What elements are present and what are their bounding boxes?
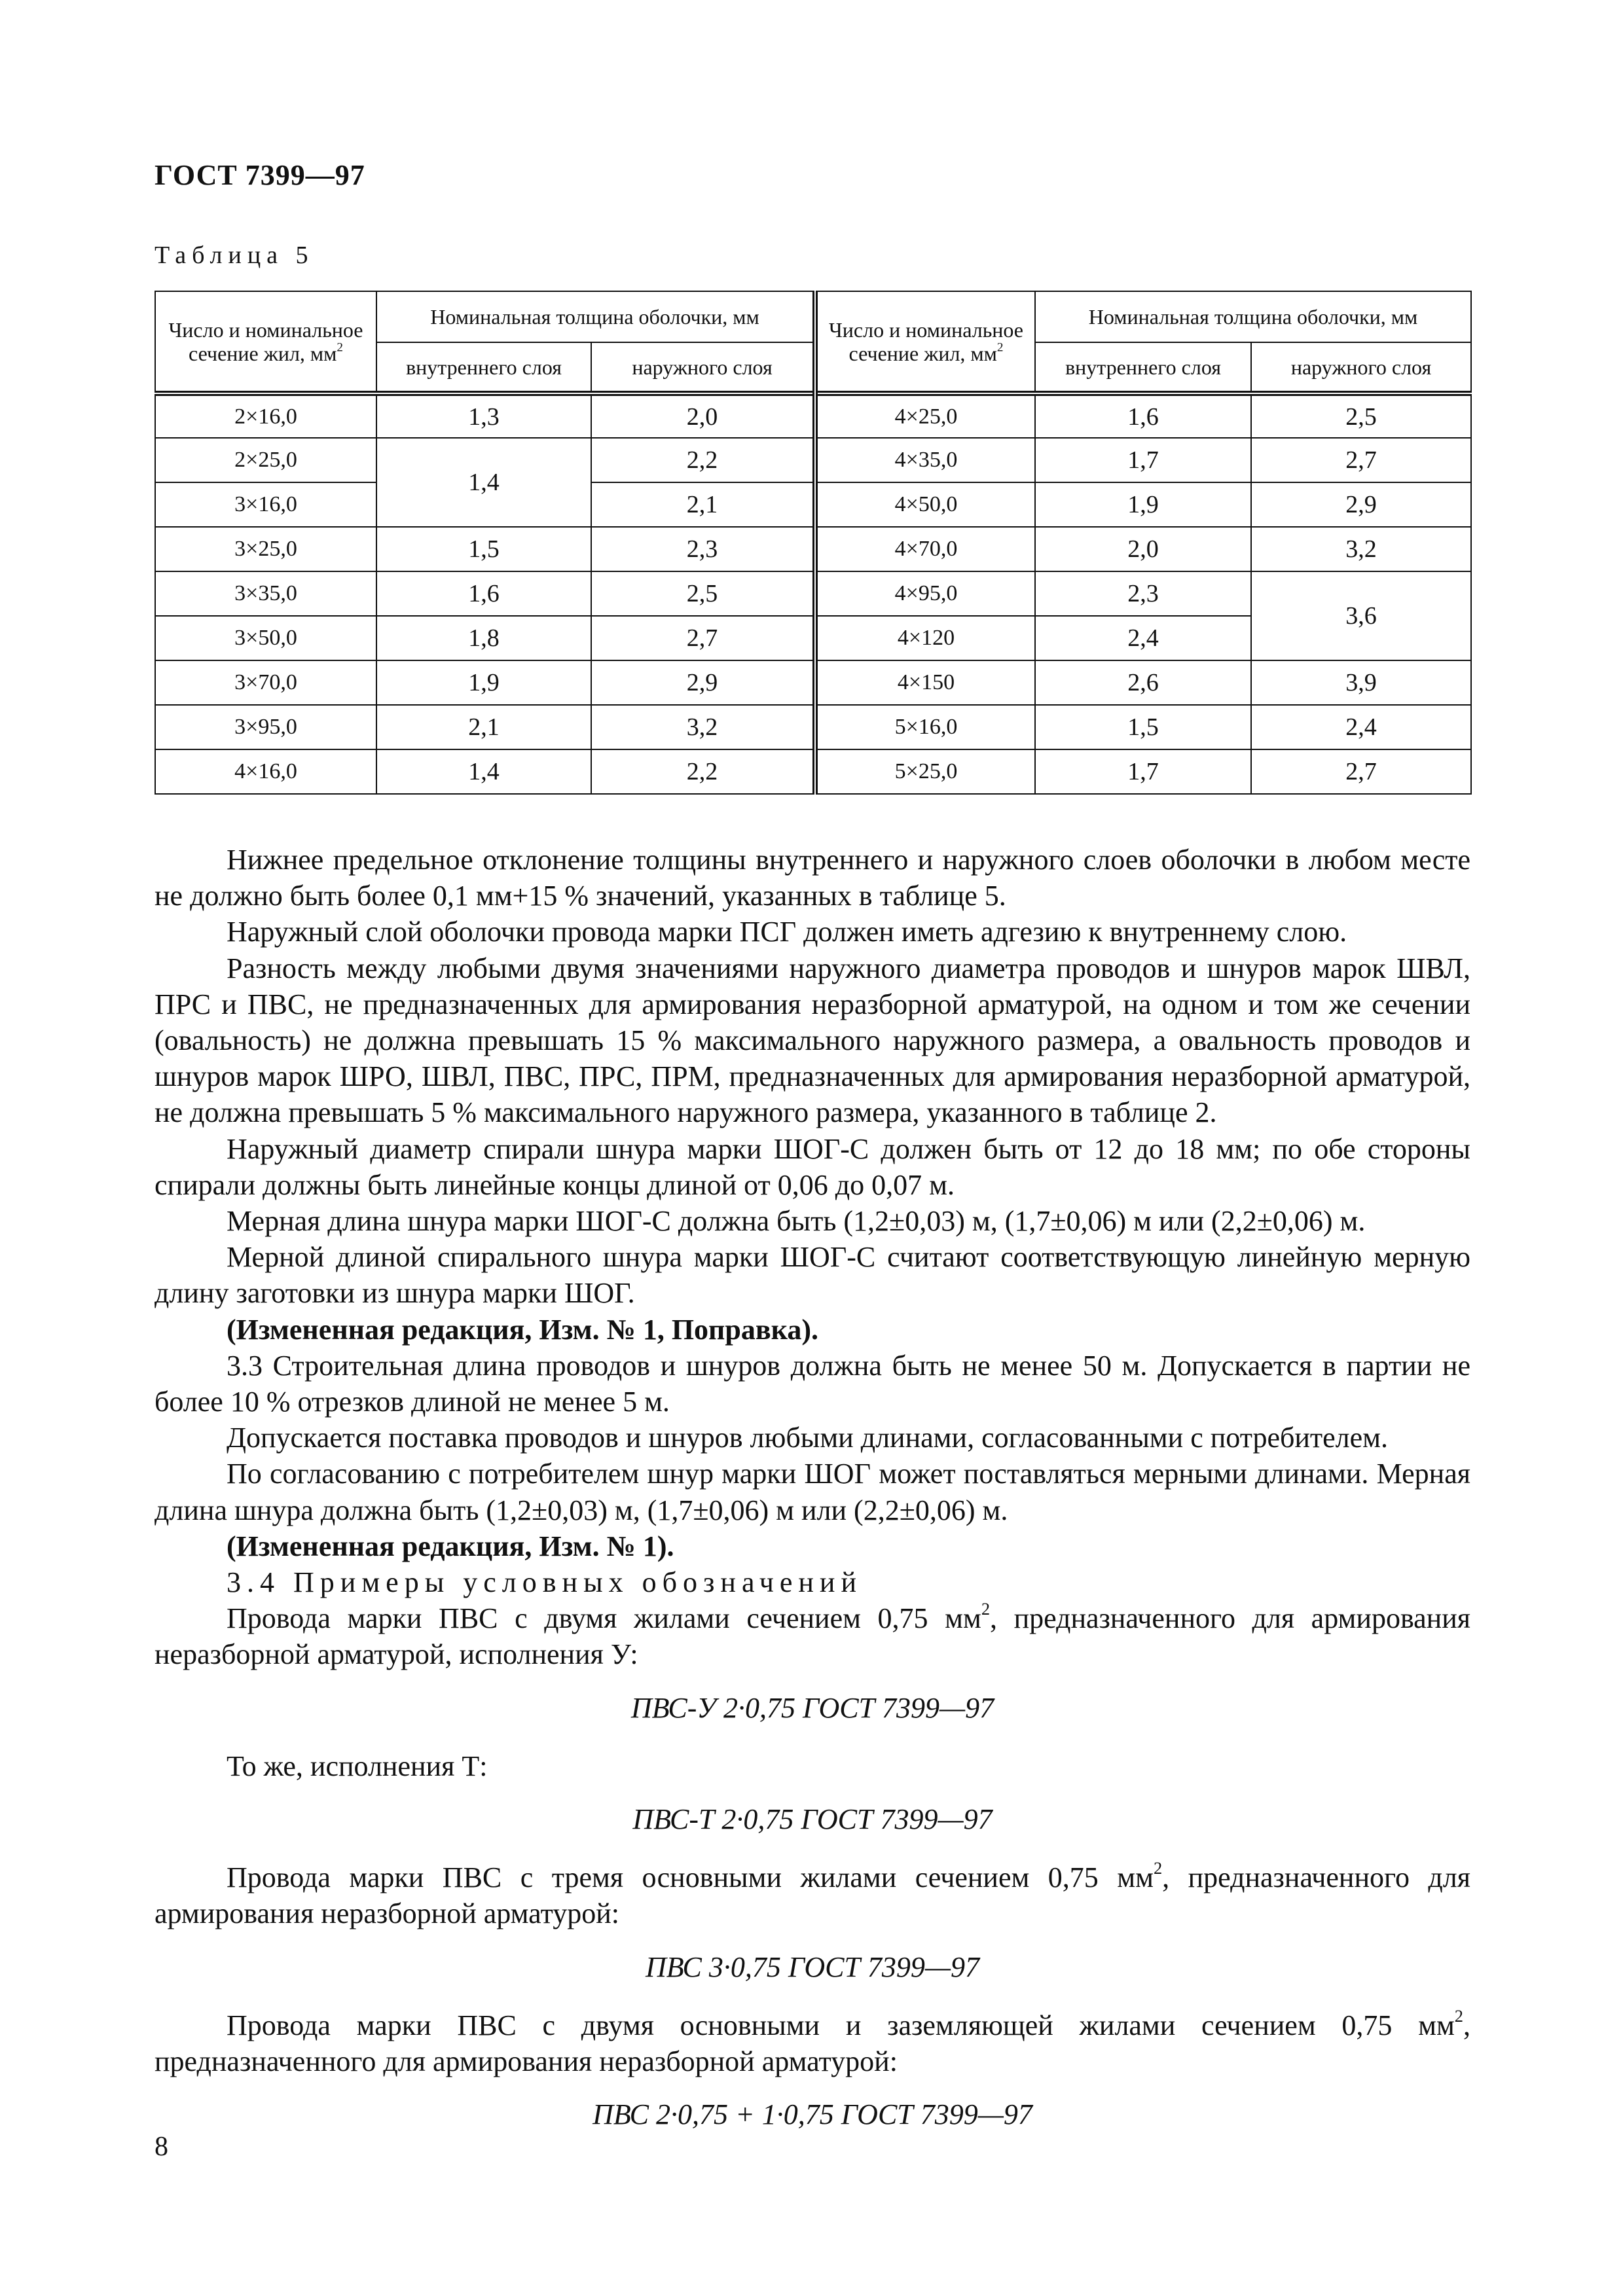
body-text [155,842,1470,2155]
page-number: 8 [155,2132,168,2162]
outer-thickness-cell: 3,9 [1251,660,1471,705]
inner-thickness-cell: 1,9 [1035,482,1251,527]
outer-thickness-cell: 2,2 [591,749,815,794]
outer-thickness-cell: 2,1 [591,482,815,527]
example-designation: ПВС-Т 2·0,75 ГОСТ 7399—97 [632,1803,993,1836]
section-cell: 3×70,0 [155,660,376,705]
outer-thickness-cell: 2,7 [1251,749,1471,794]
inner-thickness-cell: 1,7 [1035,749,1251,794]
outer-thickness-cell: 2,3 [591,527,815,571]
section-cell: 5×16,0 [815,705,1035,749]
outer-thickness-cell: 3,2 [591,705,815,749]
section-cell: 4×95,0 [815,571,1035,616]
section-cell: 3×35,0 [155,571,376,616]
inner-thickness-cell: 1,8 [376,616,591,660]
outer-thickness-cell-merged: 3,6 [1251,571,1471,660]
header-outer-right: наружного слоя [1251,342,1471,393]
section-cell: 3×25,0 [155,527,376,571]
inner-thickness-cell: 1,6 [1035,393,1251,438]
inner-thickness-cell-merged: 1,4 [376,438,591,527]
inner-thickness-cell: 1,3 [376,393,591,438]
inner-thickness-cell: 1,4 [376,749,591,794]
table-row [155,527,1471,571]
table-row [155,571,1471,616]
inner-thickness-cell: 1,5 [376,527,591,571]
paragraph-adhesion: Наружный слой оболочки провода марки ПСГ должен иметь адгезию к внутреннему слою. [227,916,1347,948]
section-cell: 4×25,0 [815,393,1035,438]
outer-thickness-cell: 2,2 [591,438,815,482]
section-cell: 4×120 [815,616,1035,660]
section-cell: 5×25,0 [815,749,1035,794]
paragraph-ovality: Разность между любыми двумя значениями наружного диаметра проводов и шнуров марок ШВЛ, ПРС и ПВС, не предназначенных для армирования неразборной арматурой, на одном и том же сечении (овальность) не должна превышать 15 % максимального наружного размера, а овальность проводов и шнуров марок ШРО, ШВЛ, ПВС, ПРС, ПРМ, предназначенных для армирования неразборной арматурой, не должна превышать 5 % максимального наружного размера, указанного в таблице 2. [155,952,1470,1129]
paragraph-shog-lengths: По согласованию с потребителем шнур марки ШОГ может поставляться мерными длинами. Мерная длина шнура должна быть (1,2±0,03) м, (1,7±0,06) м или (2,2±0,06) м. [155,1458,1470,1526]
section-cell: 2×16,0 [155,393,376,438]
table-row [155,482,1471,527]
section-cell: 4×150 [815,660,1035,705]
paragraph-any-lengths: Допускается поставка проводов и шнуров любыми длинами, согласованными с потребителем. [227,1422,1389,1454]
header-inner-left: внутреннего слоя [376,342,591,393]
header-outer-left: наружного слоя [591,342,815,393]
inner-thickness-cell: 2,6 [1035,660,1251,705]
example-designation: ПВС-У 2·0,75 ГОСТ 7399—97 [630,1691,994,1724]
example-description: Провода марки ПВС с двумя основными и заземляющей жилами сечением 0,75 $мм^2$, предназначенного для армирования неразборной арматурой: [155,2006,1470,2078]
paragraph-construction-length: 3.3 Строительная длина проводов и шнуров должна быть не менее 50 м. Допускается в партии не более 10 % отрезков длиной не менее 5 м. [155,1349,1470,1418]
table-row [155,705,1471,749]
inner-thickness-cell: 2,3 [1035,571,1251,616]
header-inner-right: внутреннего слоя [1035,342,1251,393]
inner-thickness-cell: 2,1 [376,705,591,749]
outer-thickness-cell: 2,7 [1251,438,1471,482]
outer-thickness-cell: 2,9 [1251,482,1471,527]
outer-thickness-cell: 2,4 [1251,705,1471,749]
outer-thickness-cell: 2,5 [591,571,815,616]
table-row [155,393,1471,438]
section-cell: 4×50,0 [815,482,1035,527]
inner-thickness-cell: 1,9 [376,660,591,705]
header-thickness-group-left: Номинальная толщина оболочки, мм [376,291,815,342]
section-cell: 4×70,0 [815,527,1035,571]
amendment-note: (Измененная редакция, Изм. № 1, Поправка). [227,1313,818,1346]
amendment-note: (Измененная редакция, Изм. № 1). [227,1530,674,1562]
inner-thickness-cell: 1,6 [376,571,591,616]
header-thickness-group-right: Номинальная толщина оболочки, мм [1035,291,1471,342]
example-description: Провода марки ПВС с двумя жилами сечением 0,75 $мм^2$, предназначенного для армирования неразборной арматурой, исполнения У: [155,1599,1470,1671]
inner-thickness-cell: 2,4 [1035,616,1251,660]
section-cell: 4×35,0 [815,438,1035,482]
paragraph-measured-length: Мерная длина шнура марки ШОГ-С должна быть (1,2±0,03) м, (1,7±0,06) м или (2,2±0,06) м. [227,1205,1366,1238]
outer-thickness-cell: 2,9 [591,660,815,705]
sheath-thickness-table [155,291,1472,795]
outer-thickness-cell: 3,2 [1251,527,1471,571]
example-designation: ПВС 2·0,75 + 1·0,75 ГОСТ 7399—97 [593,2098,1032,2131]
table-row [155,660,1471,705]
outer-thickness-cell: 2,0 [591,393,815,438]
example-description: Провода марки ПВС с тремя основными жилами сечением 0,75 $мм^2$, предназначенного для армирования неразборной арматурой: [155,1858,1470,1930]
paragraph-spiral-length: Мерной длиной спирального шнура марки ШОГ-С считают соответствующую линейную мерную длину заготовки из шнура марки ШОГ. [155,1241,1470,1310]
outer-thickness-cell: 2,7 [591,616,815,660]
section-cell: 2×25,0 [155,438,376,482]
section-cell: 3×50,0 [155,616,376,660]
paragraph-spiral-diameter: Наружный диаметр спирали шнура марки ШОГ-С должен быть от 12 до 18 мм; по обе стороны спирали должны быть линейные концы длиной от 0,06 до 0,07 м. [155,1132,1470,1201]
section-cell: 3×95,0 [155,705,376,749]
section-heading-examples: 3.4 Примеры условных обозначений [227,1566,863,1599]
table-caption: Таблица 5 [155,242,314,269]
outer-thickness-cell: 2,5 [1251,393,1471,438]
table-row [155,438,1471,482]
example-description: То же, исполнения Т: [227,1749,488,1782]
paragraph-tolerance: Нижнее предельное отклонение толщины внутреннего и наружного слоев оболочки в любом месте не должно быть более 0,1 мм+15 % значений, указанных в таблице 5. [155,844,1470,912]
inner-thickness-cell: 1,7 [1035,438,1251,482]
inner-thickness-cell: 1,5 [1035,705,1251,749]
header-section-right: Число и номинальное сечение жил, $мм^2$ [815,291,1035,393]
example-designation: ПВС 3·0,75 ГОСТ 7399—97 [645,1950,980,1983]
section-cell: 4×16,0 [155,749,376,794]
inner-thickness-cell: 2,0 [1035,527,1251,571]
document-code-header: ГОСТ 7399—97 [155,159,365,191]
header-section-left: Число и номинальное сечение жил, $мм^2$ [155,291,376,393]
section-cell: 3×16,0 [155,482,376,527]
table-row [155,749,1471,794]
